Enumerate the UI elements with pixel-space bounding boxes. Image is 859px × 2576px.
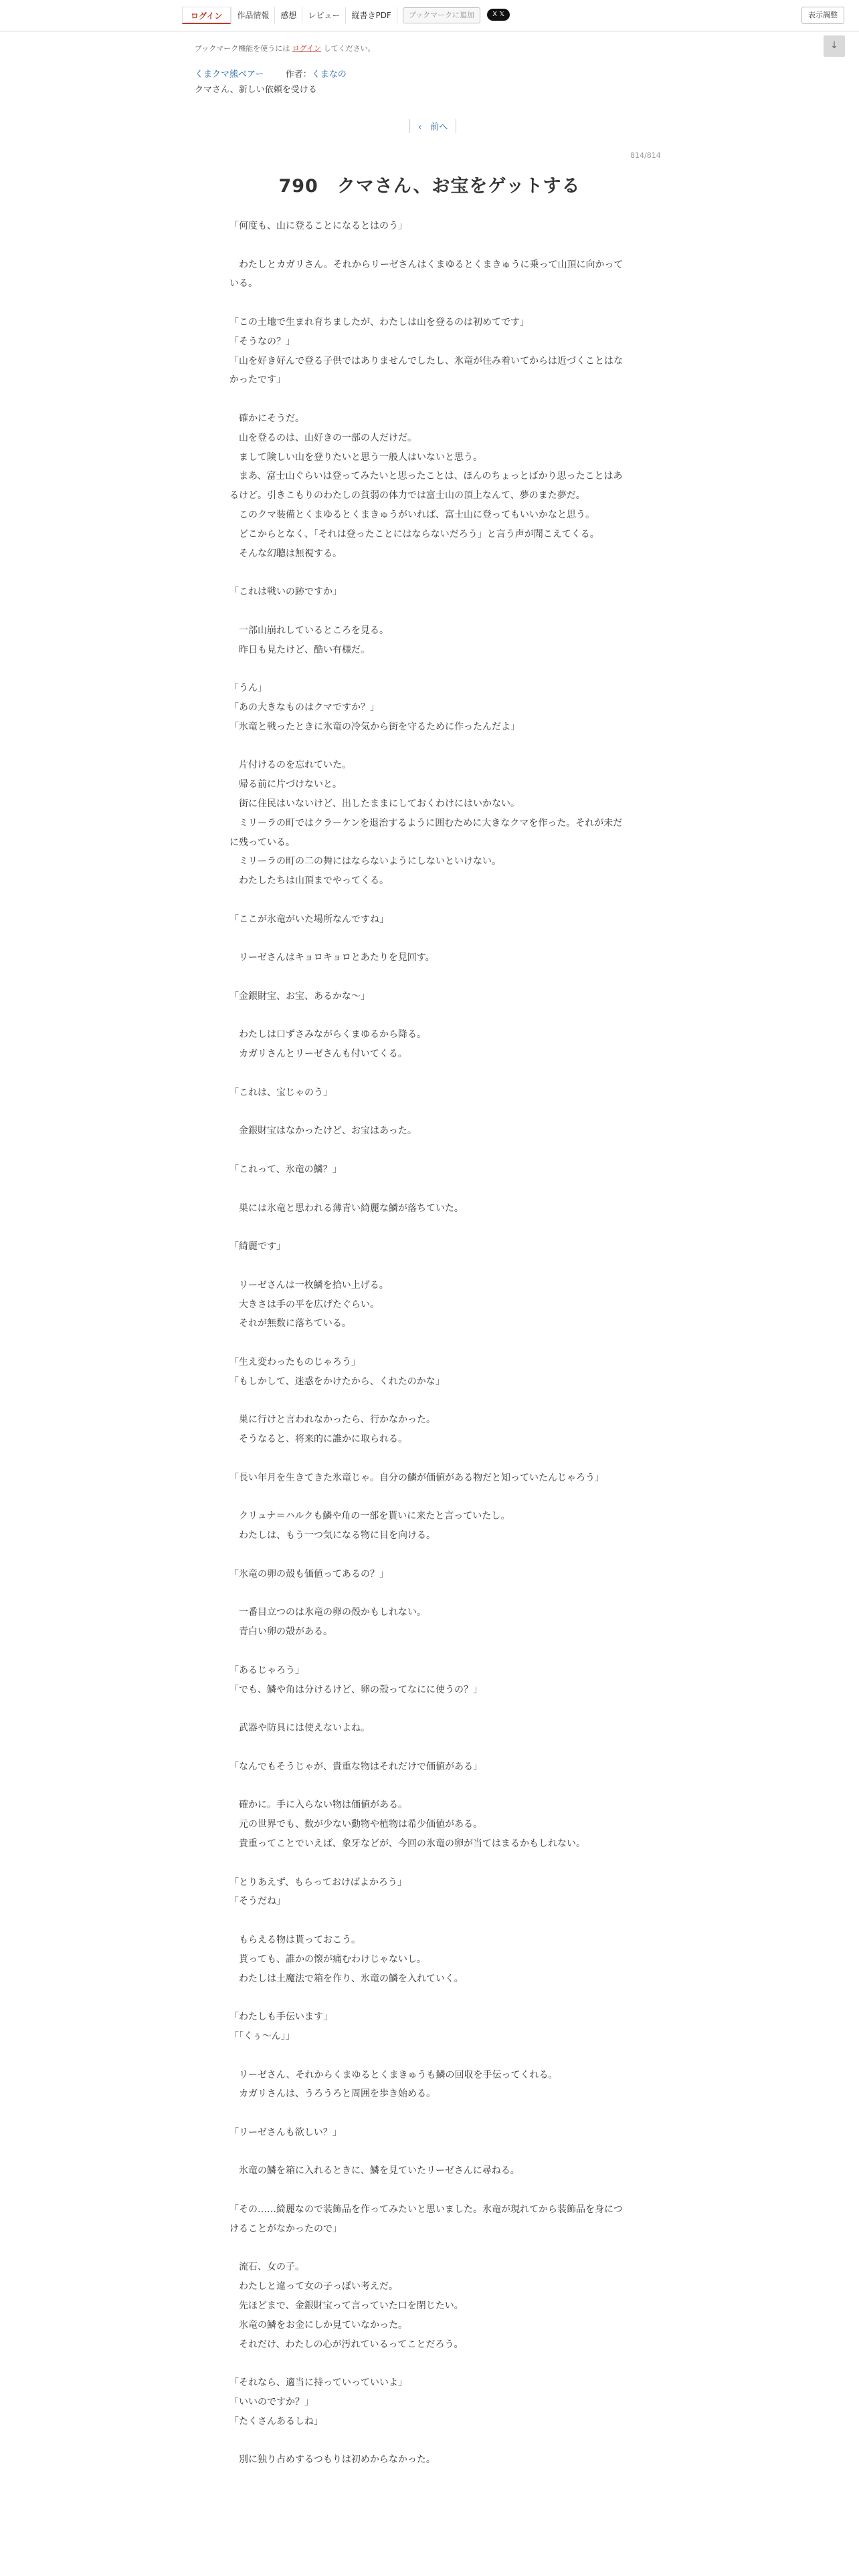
body-paragraph: 大きさは手の平を広げたぐらい。 [229,1299,379,1310]
body-paragraph: 「何度も、山に登ることになるとはのう」 [229,221,407,231]
body-paragraph: 「「くぅ〜ん」」 [229,2030,295,2042]
body-paragraph: 「でも、鱗や角は分けるけど、卵の殻ってなにに使うの？」 [229,1684,482,1695]
body-paragraph: 青白い卵の殻がある。 [229,1626,332,1638]
body-paragraph [229,1392,630,1411]
display-settings-button[interactable]: 表示調整 [801,7,844,24]
body-paragraph: 別に独り占めするつもりは初めからなかった。 [229,2454,436,2466]
body-paragraph: 貴重ってことでいえば、象牙などが、今回の氷竜の卵が当てはまるかもしれない。 [229,1838,585,1849]
body-paragraph: わたしとカガリさん。それからリーゼさんはくまゆるとくまきゅうに乗って山頂に向かっている。 [229,259,624,290]
body-paragraph: 一番目立つのは氷竜の卵の殻かもしれない。 [229,1607,426,1618]
body-paragraph: それが無数に落ちている。 [229,1318,351,1329]
body-paragraph [229,390,630,409]
body-paragraph [229,2046,630,2066]
body-paragraph: 「綺麗です」 [229,1241,286,1253]
prev-page-link[interactable]: ‹ 前へ [409,119,456,133]
body-paragraph: クリュナ＝ハルクも鱗や角の一部を貰いに来たと言っていたし。 [229,1511,510,1522]
body-paragraph: 昨日も見たけど、酷い有様だ。 [229,644,370,655]
series-title-link[interactable]: くまクマ熊ベアー [195,70,264,80]
scroll-down-icon[interactable]: ↓ [824,35,845,57]
body-paragraph: わたしは、もう一つ気になる物に目を向ける。 [229,1530,436,1541]
body-paragraph: 「たくさんあるしね」 [229,2416,323,2427]
body-paragraph: 山を登るのは、山好きの一部の人だけだ。 [229,432,417,443]
body-paragraph: 氷竜の鱗を箱に入れるときに、鱗を見ていたリーゼさんに尋ねる。 [229,2165,520,2177]
novel-body [229,217,630,2470]
body-paragraph [229,1141,630,1160]
body-paragraph [229,236,630,255]
body-paragraph: 貰っても、誰かの懐が痛むわけじゃないし。 [229,1953,426,1965]
x-share-button[interactable] [487,9,510,21]
body-paragraph [229,1777,630,1796]
body-paragraph: 「その……綺麗なので装飾品を作ってみたいと思いました。氷竜が現れてから装飾品を身につけることがなかったので」 [229,2204,623,2234]
body-paragraph: 一部山崩れしているところを見る。 [229,625,389,636]
body-paragraph [229,1738,630,1757]
body-paragraph [229,968,630,987]
body-paragraph: 先ほどまで、金銀財宝って言っていた口を閉じたい。 [229,2300,464,2312]
body-paragraph [229,891,630,910]
login-link[interactable]: ログイン [292,44,322,53]
nav-vertical-pdf[interactable]: 縦書きPDF [345,7,397,24]
body-paragraph [229,1854,630,1873]
body-paragraph: 氷竜の鱗をお金にしか見ていなかった。 [229,2319,407,2331]
body-paragraph [229,2181,630,2200]
body-paragraph: わたしは口ずさみながらくまゆるから降る。 [229,1029,426,1041]
body-paragraph: 「氷竜の卵の殻も価値ってあるの？」 [229,1568,389,1580]
body-paragraph: 「もしかして、迷惑をかけたから、くれたのかな」 [229,1376,445,1387]
body-paragraph: 「とりあえず、もらっておけばよかろう」 [229,1876,407,1888]
chapter-title: 790 クマさん、お宝をゲットする [278,176,581,197]
body-paragraph: 街に住民はいないけど、出したままにしておくわけにはいかない。 [229,798,520,809]
body-paragraph [229,1988,630,2008]
body-paragraph: 「これって、氷竜の鱗？」 [229,1164,342,1176]
author-label: 作者： [285,70,312,80]
body-paragraph: わたしたちは山頂までやってくる。 [229,875,389,887]
nav-review[interactable]: レビュー [302,7,345,24]
body-paragraph: 元の世界でも、数が少ない動物や植物は希少価値がある。 [229,1819,482,1830]
body-paragraph [229,2239,630,2258]
body-paragraph: ミリーラの町の二の舞にはならないようにしないといけない。 [229,856,501,867]
body-paragraph [229,1584,630,1604]
body-paragraph [229,737,630,756]
body-paragraph [229,1064,630,1083]
bookmark-add-button[interactable]: ブックマークに追加 [403,7,480,23]
body-paragraph [229,1257,630,1276]
body-paragraph [229,929,630,948]
body-paragraph: 「ここが氷竜がいた場所なんですね」 [229,914,389,925]
body-paragraph: 金銀財宝はなかったけど、お宝はあった。 [229,1125,417,1137]
body-paragraph: それだけ、わたしの心が汚れているってことだろう。 [229,2339,464,2350]
body-paragraph [229,1545,630,1565]
login-notice-suffix: してください。 [321,44,375,53]
body-paragraph [229,563,630,582]
body-paragraph: 「あの大きなものはクマですか？」 [229,702,379,713]
body-paragraph [229,2354,630,2373]
body-paragraph [229,1333,630,1353]
body-paragraph: 「長い年月を生きてきた氷竜じゃ。自分の鱗が価値がある物だと知っていたんじゃろう」 [229,1472,604,1483]
login-notice [195,43,375,53]
body-paragraph: 「リーゼさんも欲しい？」 [229,2127,342,2138]
body-paragraph: もらえる物は貰っておこう。 [229,1934,361,1945]
top-nav [182,7,510,24]
body-paragraph: 「あるじゃろう」 [229,1665,304,1676]
body-paragraph: 「生え変わったものじゃろう」 [229,1357,361,1368]
nav-work-info[interactable]: 作品情報 [231,7,274,24]
body-paragraph: 帰る前に片づけないと。 [229,779,342,790]
body-paragraph: 巣に行けと言われなかったら、行かなかった。 [229,1414,436,1426]
body-paragraph: 巣には氷竜と思われる薄青い綺麗な鱗が落ちていた。 [229,1202,464,1214]
body-paragraph [229,1103,630,1122]
body-paragraph: 確かに。手に入らない物は価値がある。 [229,1800,407,1811]
body-paragraph: そんな幻聴は無視する。 [229,548,342,559]
body-paragraph [229,1642,630,1661]
body-paragraph [229,1699,630,1719]
body-paragraph: 「これは戦いの跡ですか」 [229,586,342,598]
body-paragraph [229,1218,630,1237]
body-paragraph: リーゼさんは一枚鱗を拾い上げる。 [229,1279,389,1291]
body-paragraph [229,1488,630,1507]
body-paragraph [229,1911,630,1931]
body-paragraph: まして険しい山を登りたいと思う一般人はいないと思う。 [229,451,482,463]
body-paragraph [229,2104,630,2123]
body-paragraph: 「うん」 [229,683,267,694]
body-paragraph: 「それなら、適当に持っていっていいよ」 [229,2377,407,2389]
body-paragraph: 流石、女の子。 [229,2262,304,2273]
body-paragraph: このクマ装備とくまゆるとくまきゅうがいれば、富士山に登ってもいいかなと思う。 [229,509,595,520]
body-paragraph: わたしと違って女の子っぽい考えだ。 [229,2281,398,2292]
body-paragraph [229,2143,630,2162]
body-paragraph: リーゼさん、それからくまゆるとくまきゅうも鱗の回収を手伝ってくれる。 [229,2069,558,2080]
body-paragraph [229,294,630,313]
body-paragraph: 「そうだね」 [229,1896,286,1907]
body-paragraph: どこからとなく、「それは登ったことにはならないだろう」と言う声が聞こえてくる。 [229,528,599,540]
body-paragraph: カガリさんは、うろうろと周囲を歩き始める。 [229,2088,436,2100]
author-link[interactable]: くまなの [311,70,347,80]
body-paragraph: カガリさんとリーゼさんも付いてくる。 [229,1049,407,1060]
body-paragraph: 武器や防具には使えないよね。 [229,1723,370,1734]
series-info [195,67,347,80]
body-paragraph [229,1449,630,1469]
body-paragraph: まあ、富士山ぐらいは登ってみたいと思ったことは、ほんのちょっとばかり思ったことはあるけど。引きこもりのわたしの貧弱の体力では富士山の頂上なんて、夢のまた夢だ。 [229,471,623,502]
body-paragraph: 「いいのですか？」 [229,2397,314,2408]
body-paragraph [229,1180,630,1199]
body-paragraph: ミリーラの町ではクラーケンを退治するように囲むために大きなクマを作った。それが未だに残っている。 [229,817,623,848]
body-paragraph: そうなると、将来的に誰かに取られる。 [229,1434,407,1445]
body-paragraph: 「金銀財宝、お宝、あるかな〜」 [229,990,370,1002]
top-bar [0,0,859,31]
x-share-label: X 𝕏 [492,11,505,18]
body-paragraph: 「わたしも手伝います」 [229,2012,332,2023]
body-paragraph: 「山を好き好んで登る子供ではありませんでしたし、氷竜が住み着いてからは近づくことはなかったです」 [229,355,623,386]
body-paragraph: 「この土地で生まれ育ちましたが、わたしは山を登るのは初めてです」 [229,316,529,328]
body-paragraph: 片付けるのを忘れていた。 [229,760,351,771]
body-paragraph: 「これは、宝じゃのう」 [229,1087,332,1098]
body-paragraph: わたしは土魔法で箱を作り、氷竜の鱗を入れていく。 [229,1973,464,1984]
body-paragraph [229,602,630,621]
body-paragraph: 確かにそうだ。 [229,413,304,424]
body-paragraph [229,1006,630,1026]
body-paragraph: リーゼさんはキョロキョロとあたりを見回す。 [229,952,435,964]
login-notice-prefix: ブックマーク機能を使うには [195,44,292,53]
body-paragraph: 「なんでもそうじゃが、貴重な物はそれだけで価値がある」 [229,1761,482,1772]
body-paragraph [229,659,630,679]
body-paragraph: 「氷竜と戦ったときに氷竜の冷気から街を守るために作ったんだよ」 [229,721,520,732]
nav-impressions[interactable]: 感想 [274,7,302,24]
page-counter: 814/814 [630,151,661,160]
body-paragraph: 「そうなの？」 [229,336,295,347]
chapter-group-title: クマさん、新しい依頼を受ける [195,85,317,95]
login-button[interactable]: ログイン [182,7,231,24]
body-paragraph [229,2432,630,2451]
